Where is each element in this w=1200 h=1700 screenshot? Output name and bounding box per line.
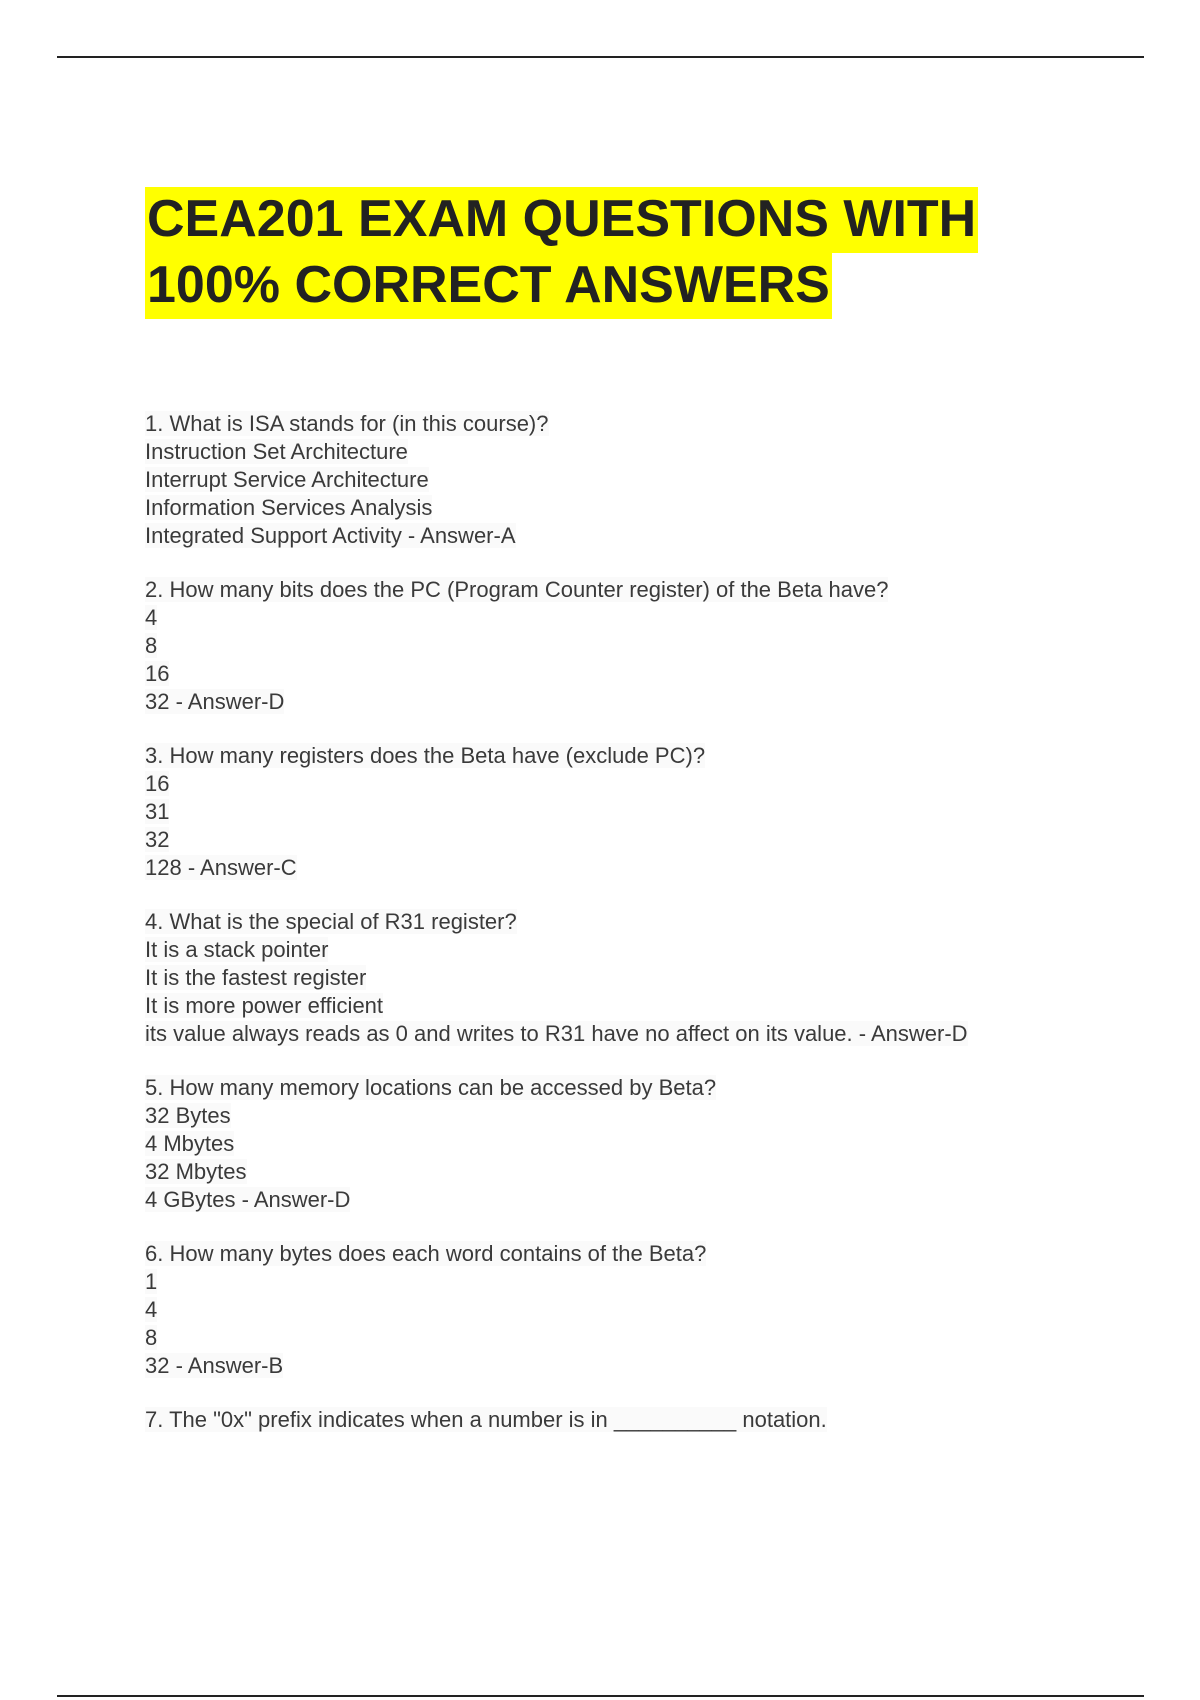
question-text-content: 2. How many bits does the PC (Program Counter register) of the Beta have? xyxy=(145,577,889,602)
question-text xyxy=(145,1406,1095,1434)
answer-option xyxy=(145,1130,1095,1158)
answer-option xyxy=(145,494,1095,522)
answer-option-text: 4 GBytes - Answer-D xyxy=(145,1187,351,1212)
question-block xyxy=(145,1406,1095,1434)
question-text-content: 6. How many bytes does each word contains of the Beta? xyxy=(145,1241,707,1266)
answer-option-text: 32 - Answer-B xyxy=(145,1353,284,1378)
answer-option xyxy=(145,1020,1095,1048)
answer-option xyxy=(145,1186,1095,1214)
answer-option xyxy=(145,798,1095,826)
answer-option-text: 32 Mbytes xyxy=(145,1159,247,1184)
question-text-content: 1. What is ISA stands for (in this course)? xyxy=(145,411,549,436)
answer-option xyxy=(145,660,1095,688)
answer-option xyxy=(145,992,1095,1020)
answer-option-text: It is more power efficient xyxy=(145,993,384,1018)
answer-option xyxy=(145,438,1095,466)
answer-option-text: 32 - Answer-D xyxy=(145,689,285,714)
answer-option xyxy=(145,522,1095,550)
question-block xyxy=(145,1240,1095,1380)
answer-option-text: 4 Mbytes xyxy=(145,1131,235,1156)
question-block xyxy=(145,908,1095,1048)
answer-option xyxy=(145,936,1095,964)
top-rule xyxy=(57,56,1144,58)
question-block xyxy=(145,410,1095,550)
answer-option xyxy=(145,632,1095,660)
title-line-1: CEA201 EXAM QUESTIONS WITH xyxy=(145,187,978,253)
question-block xyxy=(145,742,1095,882)
answer-option xyxy=(145,1296,1095,1324)
answer-option xyxy=(145,826,1095,854)
answer-option-text: It is a stack pointer xyxy=(145,937,329,962)
answer-option xyxy=(145,1268,1095,1296)
answer-option xyxy=(145,604,1095,632)
answer-option-text: Interrupt Service Architecture xyxy=(145,467,429,492)
answer-option xyxy=(145,688,1095,716)
question-text-content: 3. How many registers does the Beta have (exclude PC)? xyxy=(145,743,706,768)
answer-option-text: 16 xyxy=(145,661,170,686)
answer-option-text: 32 xyxy=(145,827,170,852)
answer-option-text: 8 xyxy=(145,633,158,658)
question-text xyxy=(145,1240,1095,1268)
question-text xyxy=(145,410,1095,438)
answer-option xyxy=(145,770,1095,798)
title-line-2: 100% CORRECT ANSWERS xyxy=(145,253,832,319)
answer-option-text: It is the fastest register xyxy=(145,965,367,990)
question-text xyxy=(145,576,1095,604)
question-text-content: 7. The "0x" prefix indicates when a number is in __________ notation. xyxy=(145,1407,827,1432)
question-block xyxy=(145,576,1095,716)
answer-option xyxy=(145,1352,1095,1380)
answer-option-text: 31 xyxy=(145,799,170,824)
answer-option xyxy=(145,1324,1095,1352)
question-text xyxy=(145,1074,1095,1102)
answer-option-text: 8 xyxy=(145,1325,158,1350)
answer-option xyxy=(145,854,1095,882)
question-block xyxy=(145,1074,1095,1214)
answer-option xyxy=(145,1158,1095,1186)
answer-option-text: its value always reads as 0 and writes to R31 have no affect on its value. - Answer-D xyxy=(145,1021,968,1046)
question-text-content: 4. What is the special of R31 register? xyxy=(145,909,517,934)
question-text-content: 5. How many memory locations can be accessed by Beta? xyxy=(145,1075,717,1100)
answer-option-text: 1 xyxy=(145,1269,158,1294)
question-text xyxy=(145,908,1095,936)
answer-option-text: 128 - Answer-C xyxy=(145,855,297,880)
document-title xyxy=(145,187,1085,319)
question-list xyxy=(145,410,1095,1460)
answer-option-text: Instruction Set Architecture xyxy=(145,439,408,464)
answer-option xyxy=(145,466,1095,494)
question-text xyxy=(145,742,1095,770)
answer-option-text: 32 Bytes xyxy=(145,1103,231,1128)
answer-option-text: Information Services Analysis xyxy=(145,495,433,520)
bottom-rule xyxy=(57,1695,1144,1697)
answer-option xyxy=(145,1102,1095,1130)
answer-option-text: Integrated Support Activity - Answer-A xyxy=(145,523,516,548)
answer-option-text: 16 xyxy=(145,771,170,796)
answer-option xyxy=(145,964,1095,992)
answer-option-text: 4 xyxy=(145,605,158,630)
answer-option-text: 4 xyxy=(145,1297,158,1322)
